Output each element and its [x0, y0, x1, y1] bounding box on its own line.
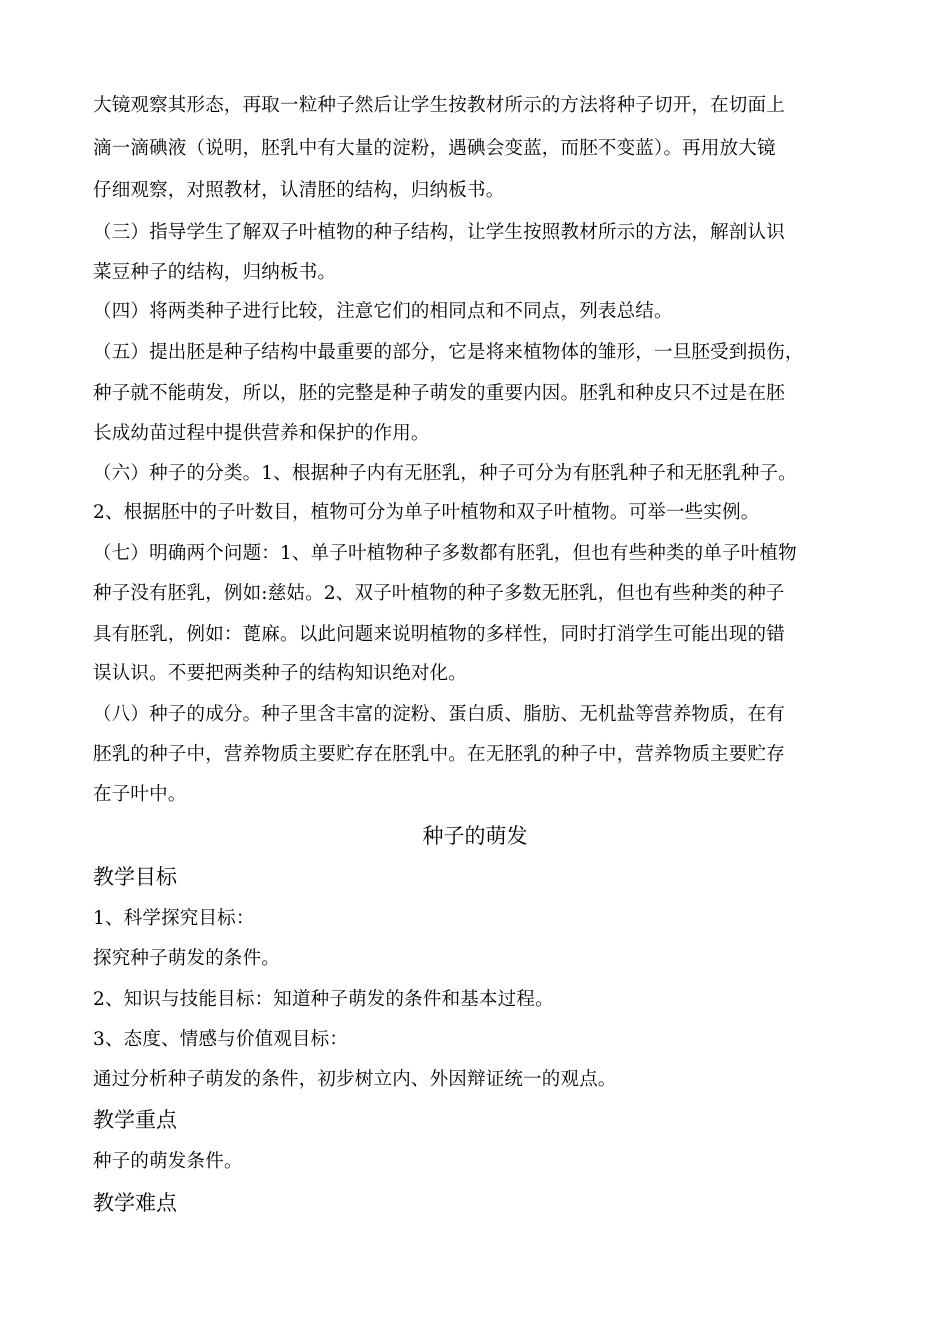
body-line-7: （五）提出胚是种子结构中最重要的部分，它是将来植物体的雏形，一旦胚受到损伤， [93, 342, 804, 363]
body-line-13: 种子没有胚乳，例如:慈姑。2、双子叶植物的种子多数无胚乳，但也有些种类的种子 [93, 583, 785, 604]
body-line-10: （六）种子的分类。1、根据种子内有无胚乳，种子可分为有胚乳种子和无胚乳种子。 [93, 463, 797, 484]
body-line-5: 菜豆种子的结构，归纳板书。 [93, 262, 337, 283]
objective-line-1: 1、科学探究目标： [93, 908, 255, 929]
key-points-text: 种子的萌发条件。 [93, 1151, 243, 1172]
body-line-14: 具有胚乳，例如：蓖麻。以此问题来说明植物的多样性，同时打消学生可能出现的错 [93, 624, 785, 645]
objective-line-3: 2、知识与技能目标：知道种子萌发的条件和基本过程。 [93, 989, 554, 1010]
difficulties-heading: 教学难点 [93, 1191, 177, 1215]
section-title: 种子的萌发 [422, 824, 528, 848]
objective-line-5: 通过分析种子萌发的条件，初步树立内、外因辩证统一的观点。 [93, 1069, 617, 1090]
body-line-1: 大镜观察其形态，再取一粒种子然后让学生按教材所示的方法将种子切开，在切面上 [93, 95, 785, 116]
objective-line-2: 探究种子萌发的条件。 [93, 948, 281, 969]
body-line-6: （四）将两类种子进行比较，注意它们的相同点和不同点，列表总结。 [93, 301, 673, 322]
body-line-15: 误认识。不要把两类种子的结构知识绝对化。 [93, 663, 468, 684]
body-line-16: （八）种子的成分。种子里含丰富的淀粉、蛋白质、脂肪、无机盐等营养物质，在有 [93, 704, 785, 725]
body-line-18: 在子叶中。 [93, 784, 187, 805]
body-line-12: （七）明确两个问题：1、单子叶植物种子多数都有胚乳，但也有些种类的单子叶植物 [93, 543, 797, 564]
objective-line-4: 3、态度、情感与价值观目标： [93, 1029, 349, 1050]
body-line-11: 2、根据胚中的子叶数目，植物可分为单子叶植物和双子叶植物。可举一些实例。 [93, 502, 760, 523]
key-points-heading: 教学重点 [93, 1108, 177, 1132]
body-line-8: 种子就不能萌发，所以，胚的完整是种子萌发的重要内因。胚乳和种皮只不过是在胚 [93, 383, 785, 404]
body-line-17: 胚乳的种子中，营养物质主要贮存在胚乳中。在无胚乳的种子中，营养物质主要贮存 [93, 744, 785, 765]
objectives-heading: 教学目标 [93, 865, 177, 889]
body-line-9: 长成幼苗过程中提供营养和保护的作用。 [93, 423, 430, 444]
body-line-2: 滴一滴碘液（说明，胚乳中有大量的淀粉，遇碘会变蓝，而胚不变蓝）。再用放大镜 [93, 138, 776, 159]
body-line-4: （三）指导学生了解双子叶植物的种子结构，让学生按照教材所示的方法，解剖认识 [93, 222, 785, 243]
body-line-3: 仔细观察，对照教材，认清胚的结构，归纳板书。 [93, 180, 505, 201]
